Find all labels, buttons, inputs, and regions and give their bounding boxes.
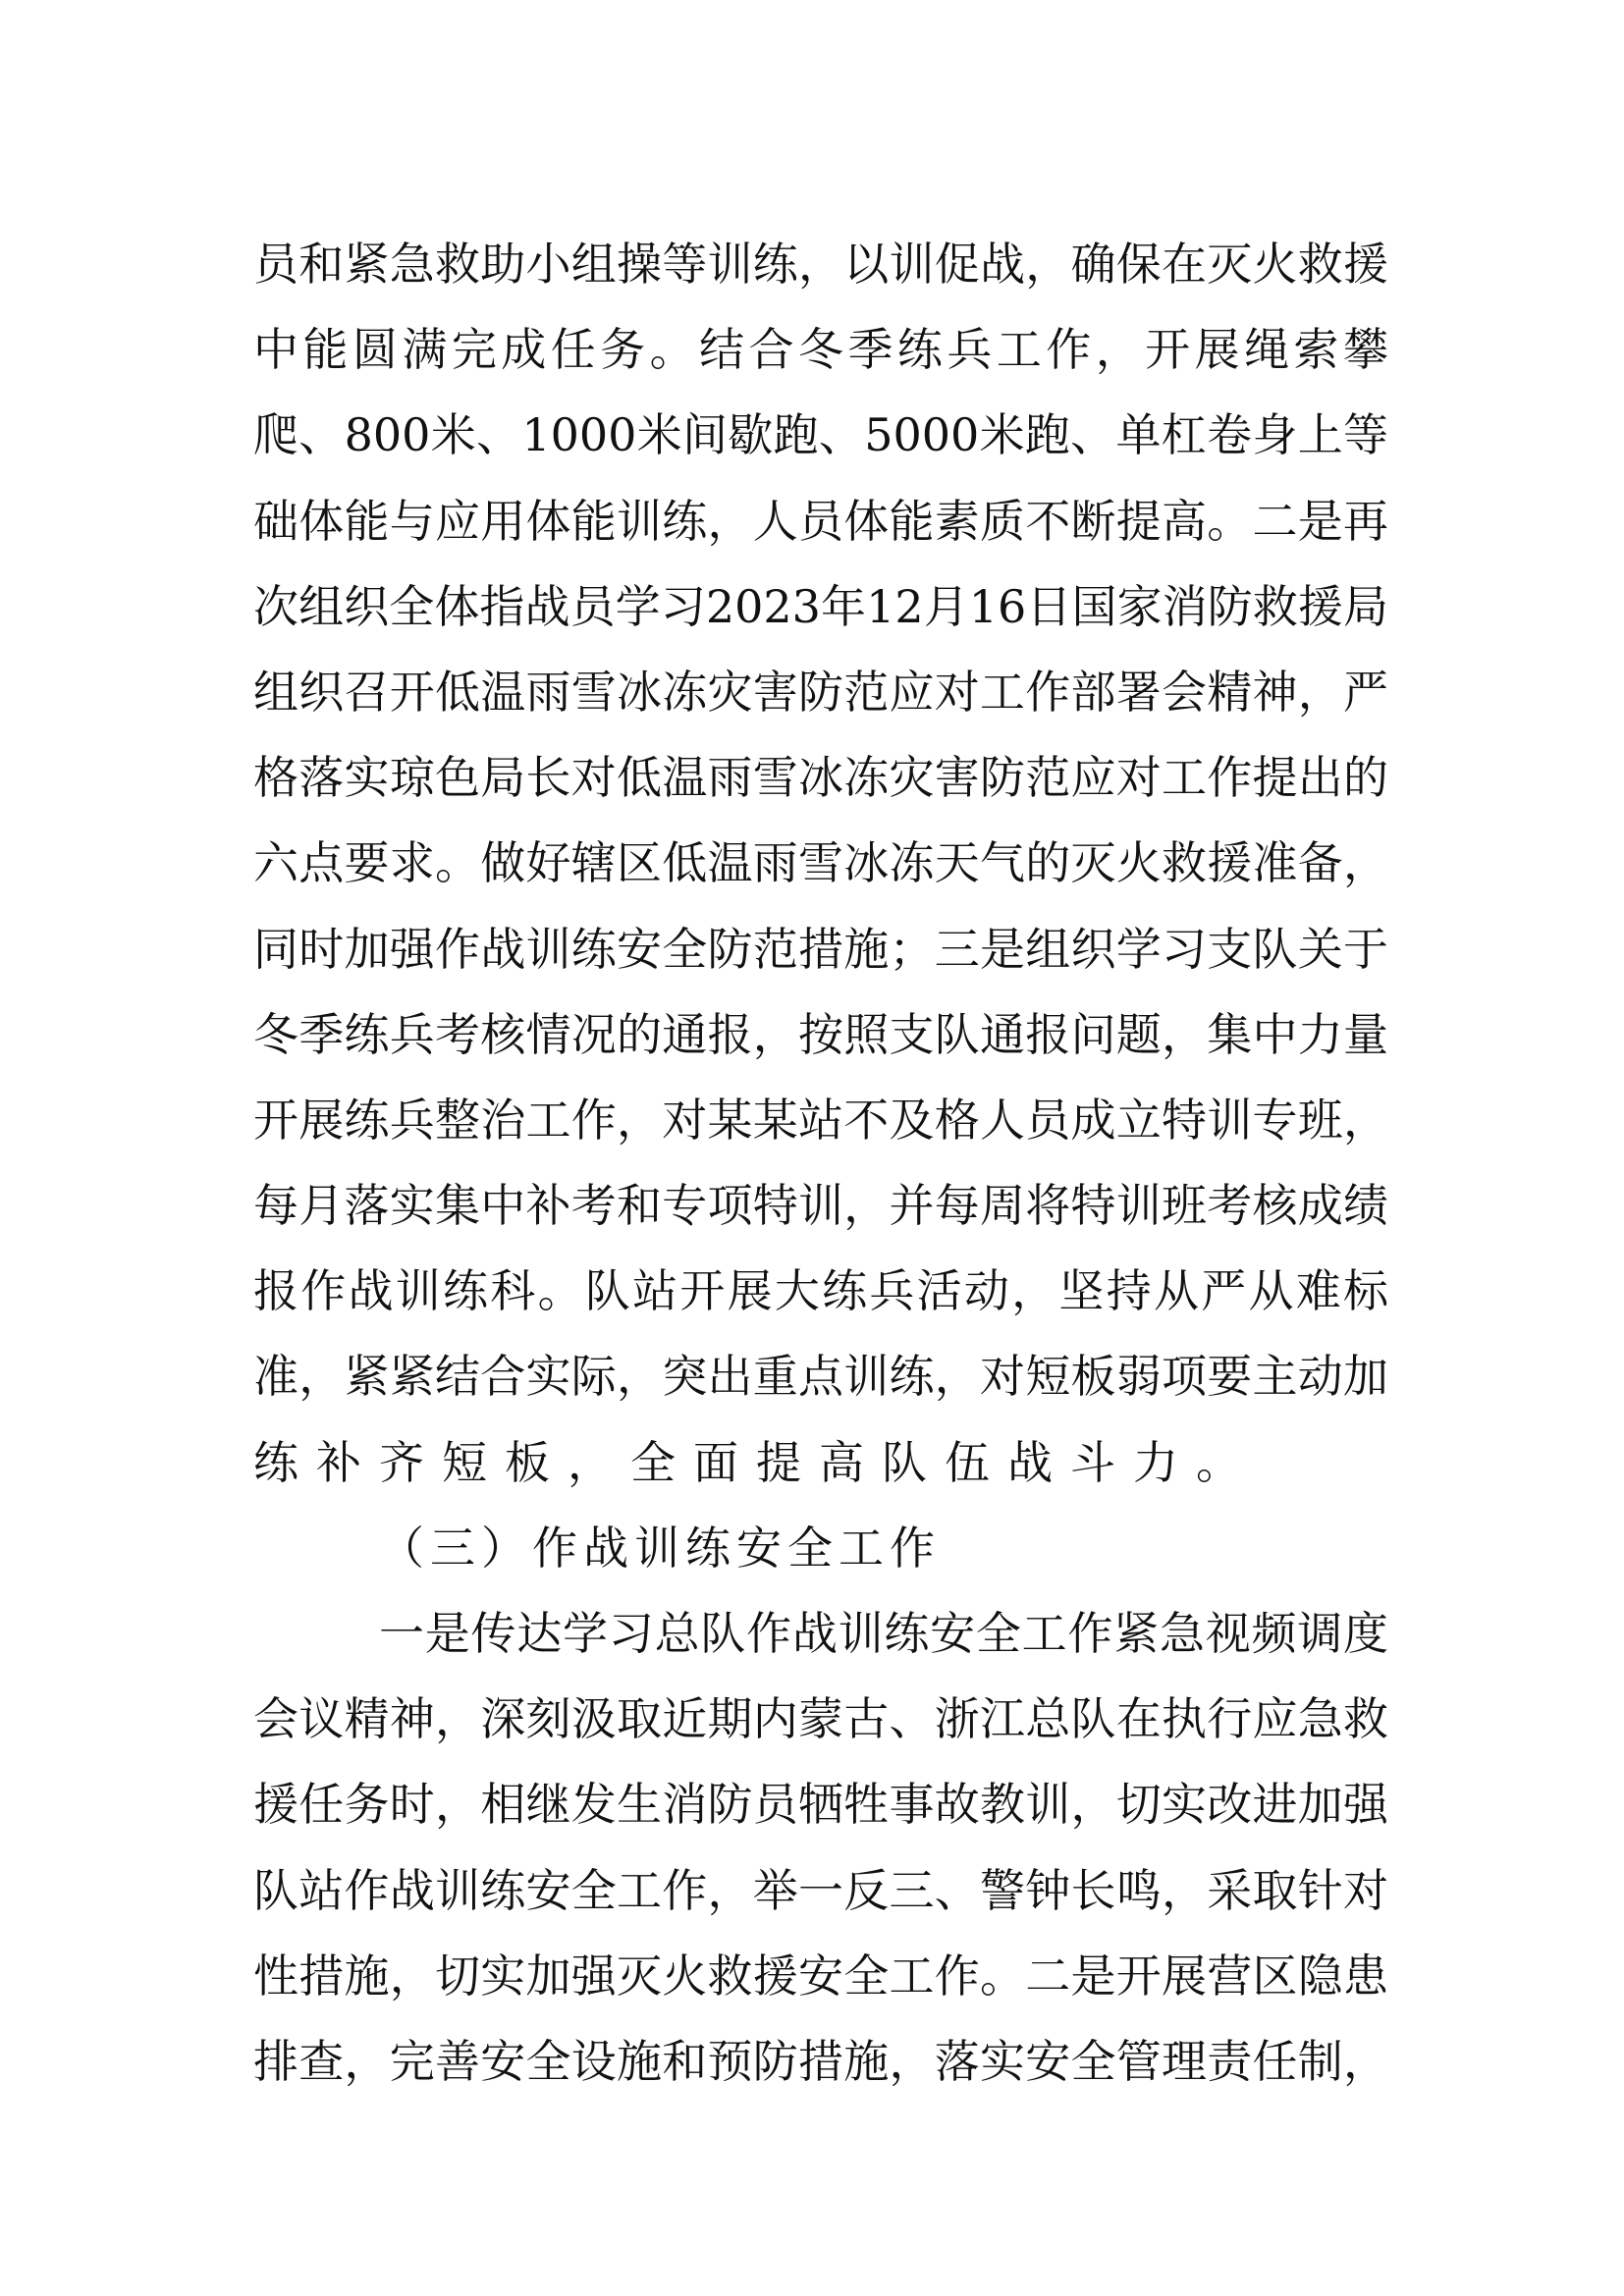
text-line: 格落实琼色局长对低温雨雪冰冻灾害防范应对工作提出的 <box>253 751 1388 805</box>
text-line: 爬、800米、1000米间歇跑、5000米跑、单杠卷身上等 <box>253 408 1388 462</box>
text-line: 员和紧急救助小组操等训练，以训促战，确保在灭火救援 <box>253 238 1388 291</box>
section-heading: （三）作战训练安全工作 <box>379 1521 941 1575</box>
text-line: 报作战训练科。队站开展大练兵活动，坚持从严从难标 <box>253 1264 1388 1318</box>
text-line: 开展练兵整治工作，对某某站不及格人员成立特训专班， <box>253 1093 1388 1147</box>
text-line: 一是传达学习总队作战训练安全工作紧急视频调度 <box>379 1607 1388 1660</box>
text-line: 援任务时，相继发生消防员牺牲事故教训，切实改进加强 <box>253 1778 1388 1832</box>
text-line: 六点要求。做好辖区低温雨雪冰冻天气的灭火救援准备， <box>253 836 1388 890</box>
paragraph-safety <box>253 1591 1388 2105</box>
text-line: 准，紧紧结合实际，突出重点训练，对短板弱项要主动加 <box>253 1350 1388 1404</box>
text-line: 练补齐短板，全面提高队伍战斗力。 <box>253 1435 1259 1489</box>
text-line: 队站作战训练安全工作，举一反三、警钟长鸣，采取针对 <box>253 1863 1388 1917</box>
text-line: 次组织全体指战员学习2023年12月16日国家消防救援局 <box>253 579 1388 633</box>
text-line: 每月落实集中补考和专项特训，并每周将特训班考核成绩 <box>253 1179 1388 1233</box>
text-line: 性措施，切实加强灭火救援安全工作。二是开展营区隐患 <box>253 1949 1388 2002</box>
text-line: 中能圆满完成任务。结合冬季练兵工作，开展绳索攀 <box>253 323 1388 377</box>
text-line: 同时加强作战训练安全防范措施；三是组织学习支队关于 <box>253 922 1388 976</box>
text-line: 组织召开低温雨雪冰冻灾害防范应对工作部署会精神，严 <box>253 665 1388 719</box>
text-line: 排查，完善安全设施和预防措施，落实安全管理责任制， <box>253 2034 1388 2088</box>
text-line: 础体能与应用体能训练，人员体能素质不断提高。二是再 <box>253 494 1388 548</box>
text-line: 会议精神，深刻汲取近期内蒙古、浙江总队在执行应急救 <box>253 1692 1388 1746</box>
paragraph-training <box>253 222 1388 1506</box>
text-line: 冬季练兵考核情况的通报，按照支队通报问题，集中力量 <box>253 1007 1388 1061</box>
document-page <box>253 222 1388 2105</box>
